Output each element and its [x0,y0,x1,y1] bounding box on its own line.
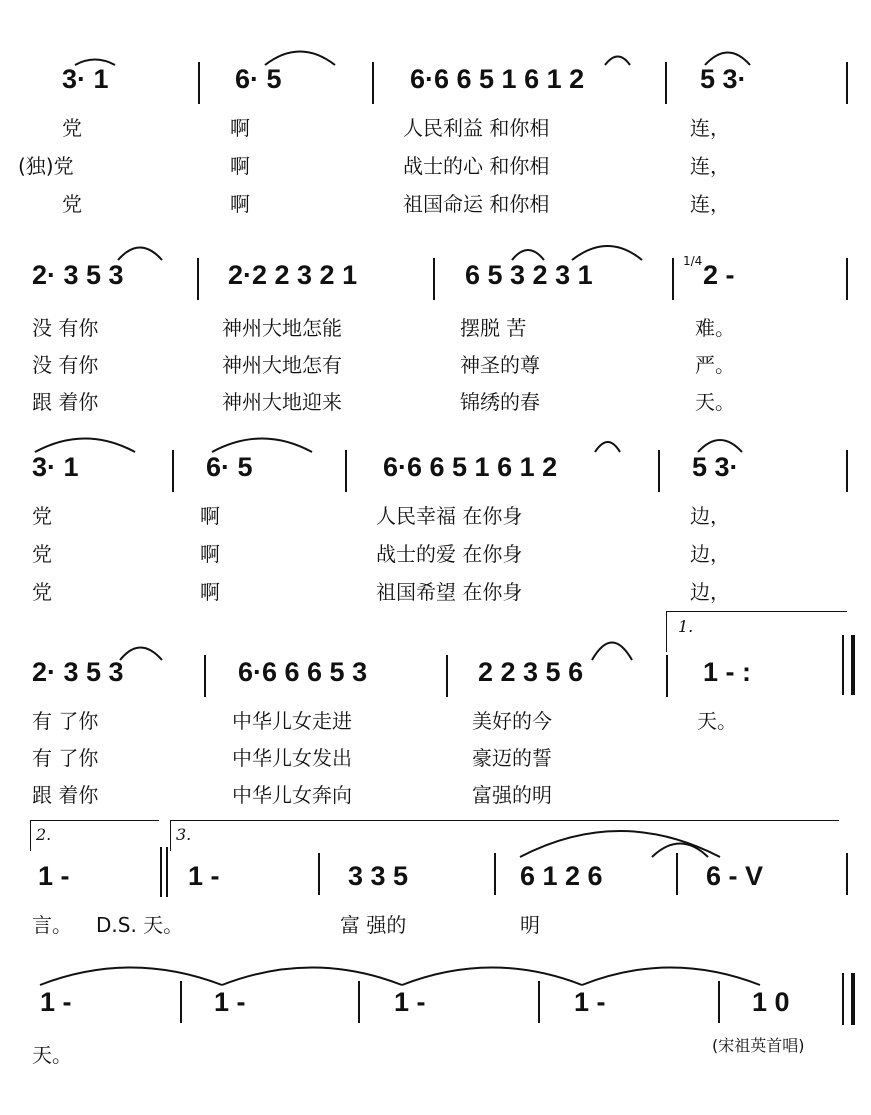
lyric: 神州大地怎有 [222,353,342,377]
barline [846,62,848,104]
barline [172,450,174,492]
barline [180,981,182,1023]
measure-24-notes: 1 - [394,987,426,1017]
measure-16-notes: 1 - : [703,657,752,687]
barline [197,258,199,300]
lyric: 党 [62,116,82,140]
lyric: 党 [32,504,52,528]
lyric: 明 [520,913,540,937]
tempo-mark: 1/4 [683,254,703,268]
lyric: 没 有你 [32,353,99,377]
measure-6-notes: 2·2 2 3 2 1 [228,260,358,290]
barline [198,62,200,104]
slurs-system-6 [0,945,871,1115]
lyric: 天。 [697,709,737,733]
lyric-ds-mark: D.S. 天。 [96,913,184,937]
third-ending-label: 3. [176,825,192,844]
measure-7-notes: 6 5 3 2 3 1 [465,260,593,290]
lyric: 连， [690,154,730,178]
lyric: 摆脱 苦 [460,316,527,340]
barline [665,62,667,104]
lyric: 严。 [695,353,735,377]
measure-9-notes: 3· 1 [32,452,79,482]
lyric: 人民幸福 在你身 [376,504,523,528]
measure-21-notes: 6 - V [706,861,764,891]
barline [676,853,678,895]
measure-19-notes: 3 3 5 [348,861,409,891]
measure-15-notes: 2 2 3 5 6 [478,657,584,687]
measure-12-notes: 5 3· [692,452,739,482]
system-6 [0,945,871,1115]
lyric: 神州大地怎能 [222,316,342,340]
measure-10-notes: 6· 5 [206,452,253,482]
lyric: 党 [32,580,52,604]
system-2 [0,230,871,414]
lyric: 富 强的 [340,913,407,937]
lyric: 神州大地迎来 [222,390,342,414]
lyric: 中华儿女奔向 [232,783,352,807]
lyric: 祖国希望 在你身 [376,580,523,604]
lyric: 天。 [695,390,735,414]
slurs-system-2 [0,230,871,410]
lyric: 难。 [695,316,735,340]
lyric: 锦绣的春 [460,390,540,414]
double-barline [160,847,168,897]
measure-8-notes: 2 - [703,260,735,290]
lyric: 天。 [32,1043,72,1067]
lyric: 没 有你 [32,316,99,340]
measure-2-notes: 6· 5 [235,64,282,94]
lyric: 跟 着你 [32,783,99,807]
lyric: 有 了你 [32,746,99,770]
system-4 [0,605,871,807]
measure-20-notes: 6 1 2 6 [520,861,603,891]
performer-credit: (宋祖英首唱) [712,1036,805,1055]
lyric: 富强的明 [472,783,552,807]
measure-3-notes: 6·6 6 5 1 6 1 2 [410,64,585,94]
lyric: 言。 [32,913,72,937]
lyric: 啊 [230,154,250,178]
lyric: 祖国命运 和你相 [403,192,550,216]
measure-25-notes: 1 - [574,987,606,1017]
first-ending-label: 1. [678,617,694,636]
barline [672,258,674,300]
measure-23-notes: 1 - [214,987,246,1017]
barline [658,450,660,492]
second-ending-label: 2. [36,825,52,844]
lyric: 啊 [200,542,220,566]
barline [446,655,448,697]
third-ending-bracket [170,820,839,851]
measure-11-notes: 6·6 6 5 1 6 1 2 [383,452,558,482]
lyric: 人民利益 和你相 [403,116,550,140]
measure-18-notes: 1 - [188,861,220,891]
lyric: 有 了你 [32,709,99,733]
barline [846,258,848,300]
measure-14-notes: 6·6 6 6 5 3 [238,657,368,687]
measure-26-notes: 1 0 [752,987,790,1017]
lyric: 党 [32,542,52,566]
lyric: 战士的爱 在你身 [376,542,523,566]
system-3 [0,420,871,604]
lyric: 啊 [200,580,220,604]
lyric: 连， [690,116,730,140]
lyric: 跟 着你 [32,390,99,414]
barline [666,655,668,697]
barline [358,981,360,1023]
lyric: 中华儿女走进 [232,709,352,733]
barline [718,981,720,1023]
measure-13-notes: 2· 3 5 3 [32,657,124,687]
system-5 [0,815,871,945]
barline [345,450,347,492]
repeat-end-barline [842,635,855,695]
lyric: 党 [62,192,82,216]
lyric: 中华儿女发出 [232,746,352,770]
lyric: 啊 [230,192,250,216]
measure-5-notes: 2· 3 5 3 [32,260,124,290]
lyric: 战士的心 和你相 [403,154,550,178]
lyric: (独)党 [18,154,74,178]
lyric: 啊 [200,504,220,528]
lyric: 美好的今 [472,709,552,733]
barline [318,853,320,895]
barline [846,853,848,895]
lyric: 边， [690,580,730,604]
measure-1-notes: 3· 1 [62,64,109,94]
barline [204,655,206,697]
barline [846,450,848,492]
lyric: 连， [690,192,730,216]
measure-17-notes: 1 - [38,861,70,891]
lyric: 豪迈的誓 [472,746,552,770]
lyric: 边， [690,542,730,566]
lyric: 啊 [230,116,250,140]
measure-4-notes: 5 3· [700,64,747,94]
measure-22-notes: 1 - [40,987,72,1017]
final-barline [842,973,855,1025]
barline [372,62,374,104]
barline [494,853,496,895]
barline [433,258,435,300]
lyric: 神圣的尊 [460,353,540,377]
system-1 [0,40,871,215]
barline [538,981,540,1023]
lyric: 边， [690,504,730,528]
